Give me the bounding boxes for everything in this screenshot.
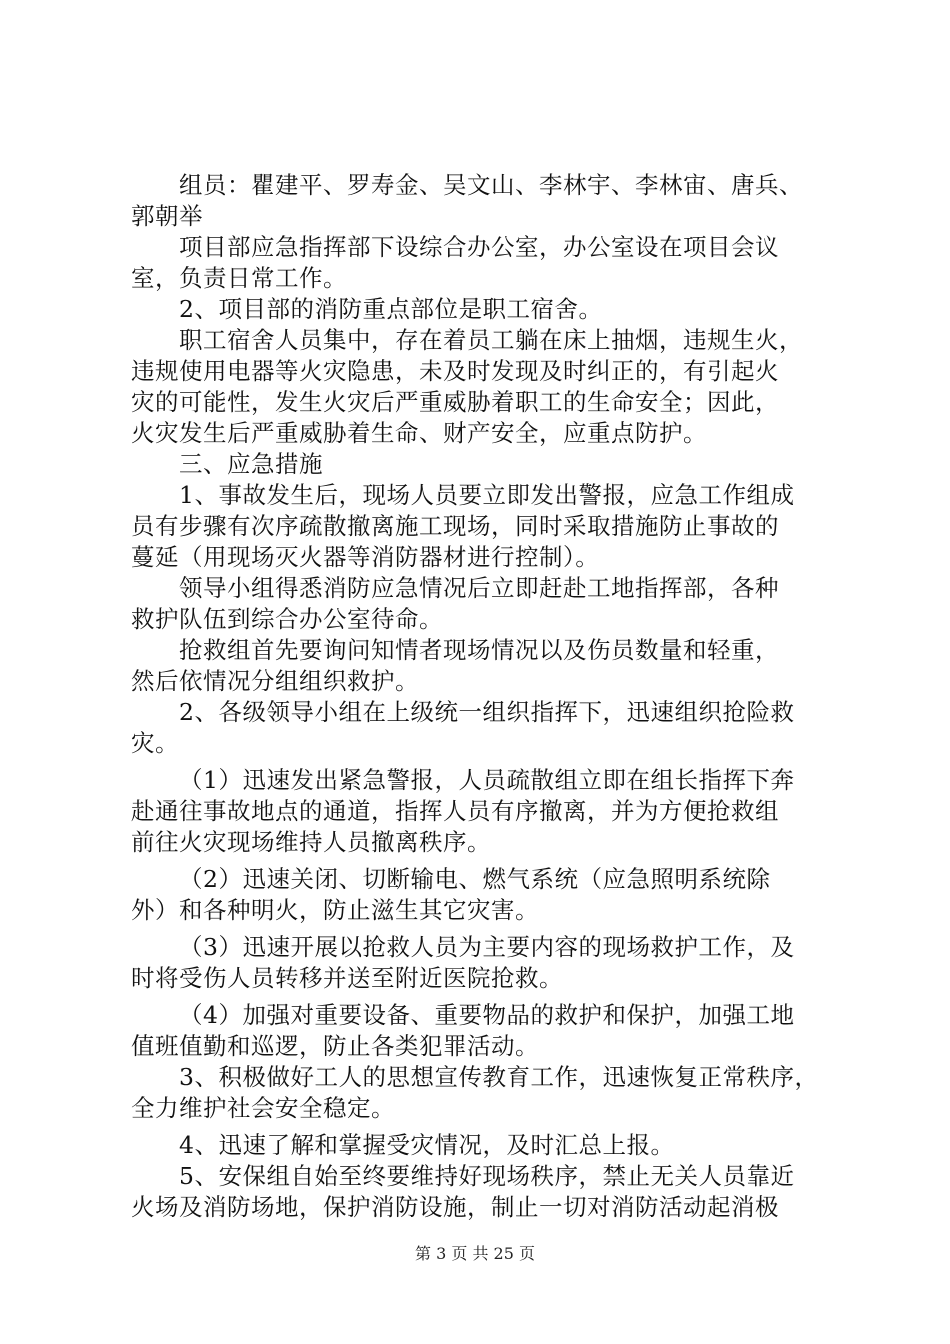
text-line: 职工宿舍人员集中，存在着员工躺在床上抽烟，违规生火， — [179, 326, 803, 354]
text-line: 灾的可能性，发生火灾后严重威胁着职工的生命安全；因此， — [131, 388, 779, 416]
text-line: 抢救组首先要询问知情者现场情况以及伤员数量和轻重， — [179, 636, 779, 664]
text-line: 火灾发生后严重威胁着生命、财产安全，应重点防护。 — [131, 419, 707, 447]
text-line: 灾。 — [131, 729, 179, 757]
text-line: 室，负责日常工作。 — [131, 264, 347, 292]
text-line: 违规使用电器等火灾隐患，未及时发现及时纠正的，有引起火 — [131, 357, 779, 385]
text-line: 救护队伍到综合办公室待命。 — [131, 605, 443, 633]
text-line: 前往火灾现场维持人员撤离秩序。 — [131, 828, 491, 856]
text-line: 然后依情况分组组织救护。 — [131, 667, 419, 695]
text-line: 外）和各种明火，防止滋生其它灾害。 — [131, 896, 539, 924]
text-line: 领导小组得悉消防应急情况后立即赶赴工地指挥部，各种 — [179, 574, 779, 602]
text-line: 三、应急措施 — [179, 450, 323, 478]
text-line: 2、项目部的消防重点部位是职工宿舍。 — [179, 295, 603, 323]
text-line: 蔓延（用现场灭火器等消防器材进行控制）。 — [131, 543, 600, 571]
text-line: 赴通往事故地点的通道，指挥人员有序撤离，并为方便抢救组 — [131, 797, 779, 825]
text-line: 值班值勤和巡逻，防止各类犯罪活动。 — [131, 1032, 539, 1060]
text-line: 时将受伤人员转移并送至附近医院抢救。 — [131, 964, 563, 992]
text-line: 员有步骤有次序疏散撤离施工现场，同时采取措施防止事故的 — [131, 512, 779, 540]
text-line: （4）加强对重要设备、重要物品的救护和保护，加强工地 — [179, 1001, 795, 1029]
text-line: 2、各级领导小组在上级统一组织指挥下，迅速组织抢险救 — [179, 698, 795, 726]
text-line: 郭朝举 — [131, 202, 203, 230]
text-line: 组员：瞿建平、罗寿金、吴文山、李林宇、李林宙、唐兵、 — [179, 171, 803, 199]
text-line: 1、事故发生后，现场人员要立即发出警报，应急工作组成 — [179, 481, 795, 509]
text-line: 4、迅速了解和掌握受灾情况，及时汇总上报。 — [179, 1131, 675, 1159]
page-footer: 第 3 页 共 25 页 — [415, 1244, 535, 1263]
text-line: 5、安保组自始至终要维持好现场秩序，禁止无关人员靠近 — [179, 1162, 795, 1190]
text-line: （1）迅速发出紧急警报，人员疏散组立即在组长指挥下奔 — [179, 766, 795, 794]
text-line: 火场及消防场地，保护消防设施，制止一切对消防活动起消极 — [131, 1193, 779, 1221]
text-line: 项目部应急指挥部下设综合办公室，办公室设在项目会议 — [179, 233, 779, 261]
text-line: 全力维护社会安全稳定。 — [131, 1094, 395, 1122]
text-line: （3）迅速开展以抢救人员为主要内容的现场救护工作，及 — [179, 933, 795, 961]
text-line: 3、积极做好工人的思想宣传教育工作，迅速恢复正常秩序， — [179, 1063, 819, 1091]
text-line: （2）迅速关闭、切断输电、燃气系统（应急照明系统除 — [179, 865, 771, 893]
body-text — [131, 170, 851, 1223]
